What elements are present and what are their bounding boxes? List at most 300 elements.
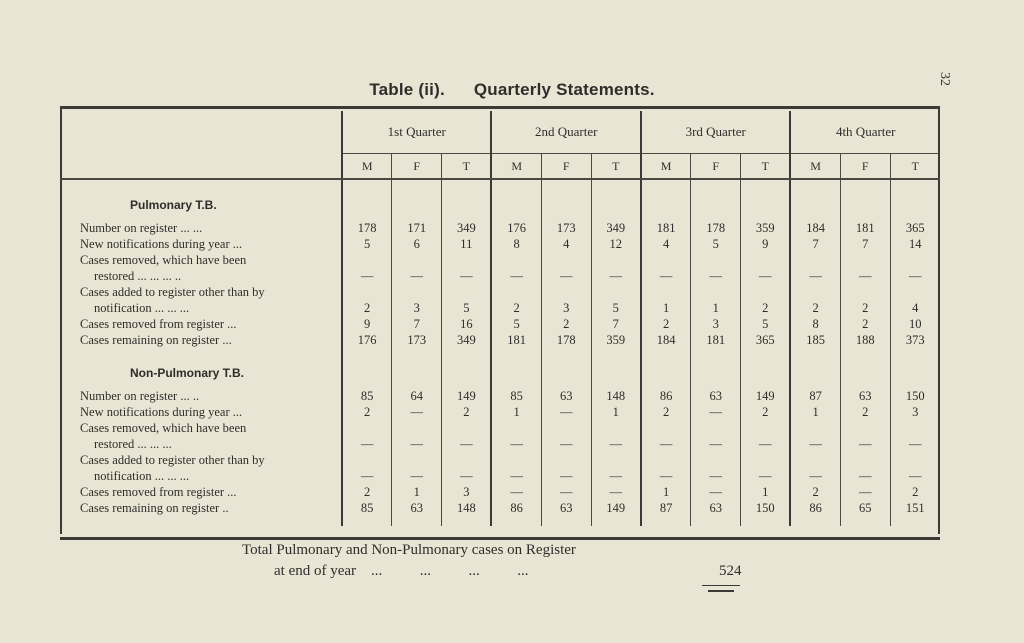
value-cell: — [890,436,940,452]
gap-cell [342,380,392,388]
value-cell: — [392,268,442,284]
value-cell: 5 [442,300,492,316]
value-cell: 149 [591,500,641,516]
sex-header-m: M [491,154,541,180]
spacer-cell [60,179,342,190]
spacer-cell [890,179,940,190]
row-label: New notifications during year ... [80,236,243,251]
value-cell: 3 [541,300,591,316]
value-cell: 149 [442,388,492,404]
sex-header-f: F [392,154,442,180]
value-cell [342,252,392,268]
sex-header-row [60,154,940,180]
section-heading-row [60,190,940,212]
value-cell: — [491,484,541,500]
spacer-cell [641,348,691,358]
value-cell [491,252,541,268]
gap-cell [641,212,691,220]
spacer-cell [591,179,641,190]
value-cell [491,420,541,436]
spacer-cell [890,348,940,358]
row-label: Number on register ... .. [80,388,200,403]
sex-header-t: T [890,154,940,180]
spacer-cell [591,348,641,358]
footer-total-value: 524 [719,563,742,579]
value-cell [641,284,691,300]
bottom-spacer [60,516,940,526]
value-cell [591,252,641,268]
value-cell: 150 [890,388,940,404]
value-cell: — [840,268,890,284]
empty-cell [392,358,442,380]
row-label: notification ... ... ... [94,300,190,315]
value-cell [741,252,791,268]
value-cell: — [790,436,840,452]
gap-cell [840,380,890,388]
table-row [60,404,940,420]
gap-cell [691,380,741,388]
value-cell [342,452,392,468]
empty-cell [591,190,641,212]
sex-header-t: T [591,154,641,180]
gap-cell [691,212,741,220]
spacer-cell [840,516,890,526]
sex-header-f: F [691,154,741,180]
value-cell: 173 [392,332,442,348]
table-row [60,268,940,284]
spacer-cell [442,348,492,358]
gap-cell [890,212,940,220]
spacer-cell [442,516,492,526]
value-cell: 9 [741,236,791,252]
gap-cell [591,212,641,220]
value-cell [691,284,741,300]
spacer-cell [641,179,691,190]
value-cell [442,252,492,268]
value-cell [342,284,392,300]
value-cell: 1 [741,484,791,500]
value-cell [790,252,840,268]
value-cell [790,452,840,468]
empty-cell [342,190,392,212]
value-cell: — [641,436,691,452]
row-label: Cases added to register other than by [80,452,265,467]
value-cell [840,284,890,300]
value-cell [840,420,890,436]
value-cell: — [741,468,791,484]
gap-cell [541,380,591,388]
value-cell: 3 [890,404,940,420]
value-cell: 2 [342,300,392,316]
quarter-header-2: 2nd Quarter [491,111,640,154]
value-cell: — [392,468,442,484]
footer-end-of-year: at end of year ... ... ... ... [274,563,529,579]
table-row [60,316,940,332]
value-cell: — [790,468,840,484]
table-body [60,179,940,526]
value-cell: — [342,268,392,284]
value-cell [342,420,392,436]
spacer-cell [591,516,641,526]
gap-cell [591,380,641,388]
spacer-cell [342,516,392,526]
value-cell: 3 [442,484,492,500]
value-cell: 5 [491,316,541,332]
gap-cell [442,212,492,220]
quarter-header-3: 3rd Quarter [641,111,790,154]
heading-gap-row [60,212,940,220]
spacer-cell [840,179,890,190]
total-double-underline [708,590,734,592]
table-label: Table (ii). [369,80,445,99]
sex-header-t: T [741,154,791,180]
value-cell [442,452,492,468]
value-cell: 2 [741,404,791,420]
section-heading: Non-Pulmonary T.B. [130,366,245,380]
row-label-header [60,111,342,154]
empty-cell [790,358,840,380]
value-cell: 63 [392,500,442,516]
value-cell: 373 [890,332,940,348]
value-cell: — [840,468,890,484]
value-cell: 87 [641,500,691,516]
gap-cell [741,380,791,388]
value-cell: — [691,404,741,420]
quarter-header-1: 1st Quarter [342,111,491,154]
value-cell: 148 [442,500,492,516]
value-cell: — [591,484,641,500]
table-title: Quarterly Statements. [473,80,655,99]
gap-cell [890,380,940,388]
gap-cell [790,380,840,388]
value-cell [691,452,741,468]
empty-cell [741,358,791,380]
table-row [60,300,940,316]
row-label: Cases removed, which have been [80,252,247,267]
value-cell [442,420,492,436]
value-cell: 2 [741,300,791,316]
value-cell: — [840,484,890,500]
heading-gap-row [60,380,940,388]
row-label-subheader [60,154,342,180]
value-cell: 7 [392,316,442,332]
value-cell [541,452,591,468]
value-cell: 365 [741,332,791,348]
value-cell [741,420,791,436]
spacer-cell [491,516,541,526]
spacer-cell [691,516,741,526]
spacer-cell [741,516,791,526]
gap-cell [60,212,342,220]
row-label: Cases removed from register ... [80,484,237,499]
gap-cell [641,380,691,388]
spacer-cell [60,348,342,358]
empty-cell [442,190,492,212]
value-cell: 5 [342,236,392,252]
row-label: Cases removed, which have been [80,420,247,435]
empty-cell [790,190,840,212]
value-cell: 2 [790,300,840,316]
value-cell: — [541,436,591,452]
value-cell: 2 [491,300,541,316]
empty-cell [541,358,591,380]
gap-cell [442,380,492,388]
sex-header-m: M [641,154,691,180]
empty-cell [641,358,691,380]
value-cell: — [691,436,741,452]
spacer-cell [392,348,442,358]
value-cell: — [342,436,392,452]
sex-header-m: M [790,154,840,180]
value-cell [691,252,741,268]
value-cell [641,252,691,268]
value-cell: — [491,268,541,284]
value-cell: — [541,268,591,284]
value-cell: 8 [491,236,541,252]
empty-cell [691,358,741,380]
section-heading: Pulmonary T.B. [130,198,217,212]
section-spacer [60,348,940,358]
value-cell [392,452,442,468]
value-cell: 148 [591,388,641,404]
value-cell: 184 [790,220,840,236]
value-cell [890,420,940,436]
row-label: Number on register ... ... [80,220,203,235]
spacer-cell [342,179,392,190]
spacer-cell [840,348,890,358]
gap-cell [392,212,442,220]
value-cell: 86 [790,500,840,516]
quarterly-statements-table [60,111,940,526]
value-cell: 2 [342,404,392,420]
value-cell: — [442,268,492,284]
row-label: restored ... ... ... .. [94,268,182,283]
value-cell: 7 [840,236,890,252]
empty-cell [541,190,591,212]
table-row [60,420,940,436]
value-cell: 173 [541,220,591,236]
value-cell: — [691,484,741,500]
value-cell: — [741,436,791,452]
value-cell: — [541,484,591,500]
empty-cell [840,358,890,380]
spacer-cell [392,179,442,190]
gap-cell [790,212,840,220]
value-cell [890,252,940,268]
gap-cell [60,380,342,388]
spacer-cell [741,348,791,358]
section-spacer [60,179,940,190]
value-cell: 181 [691,332,741,348]
value-cell [591,420,641,436]
value-cell [442,284,492,300]
value-cell: — [342,468,392,484]
gap-cell [491,380,541,388]
empty-cell [641,190,691,212]
empty-cell [691,190,741,212]
value-cell [491,452,541,468]
spacer-cell [890,516,940,526]
gap-cell [741,212,791,220]
spacer-cell [491,348,541,358]
spacer-cell [541,179,591,190]
value-cell: 2 [641,316,691,332]
row-label: Cases added to register other than by [80,284,265,299]
value-cell: 176 [491,220,541,236]
value-cell: 7 [790,236,840,252]
value-cell: — [442,468,492,484]
gap-cell [342,212,392,220]
spacer-cell [392,516,442,526]
empty-cell [591,358,641,380]
value-cell: 63 [691,500,741,516]
value-cell: 178 [691,220,741,236]
value-cell: — [691,268,741,284]
spacer-cell [790,516,840,526]
value-cell [790,284,840,300]
value-cell: 6 [392,236,442,252]
value-cell [840,452,890,468]
value-cell: 5 [691,236,741,252]
value-cell: 181 [840,220,890,236]
sex-header-m: M [342,154,392,180]
value-cell: 4 [541,236,591,252]
value-cell: 11 [442,236,492,252]
value-cell: 14 [890,236,940,252]
value-cell: 1 [691,300,741,316]
value-cell [641,452,691,468]
gap-cell [840,212,890,220]
value-cell: — [442,436,492,452]
value-cell: 184 [641,332,691,348]
value-cell [541,420,591,436]
value-cell: 10 [890,316,940,332]
value-cell: 176 [342,332,392,348]
value-cell [890,284,940,300]
value-cell: 178 [342,220,392,236]
page-number: 32 [937,72,952,86]
table-row [60,468,940,484]
value-cell [890,452,940,468]
row-label: Cases remaining on register ... [80,332,232,347]
spacer-cell [541,348,591,358]
spacer-cell [442,179,492,190]
value-cell: 7 [591,316,641,332]
value-cell: — [890,468,940,484]
value-cell: — [392,404,442,420]
row-label: Cases removed from register ... [80,316,237,331]
value-cell [741,452,791,468]
value-cell: 64 [392,388,442,404]
value-cell: 188 [840,332,890,348]
value-cell: — [491,436,541,452]
value-cell: 8 [790,316,840,332]
table-row [60,388,940,404]
gap-cell [392,380,442,388]
value-cell: 9 [342,316,392,332]
value-cell [392,252,442,268]
value-cell: — [890,268,940,284]
value-cell: — [591,268,641,284]
value-cell [392,284,442,300]
value-cell: — [392,436,442,452]
value-cell: 2 [641,404,691,420]
gap-cell [541,212,591,220]
table-row [60,220,940,236]
value-cell: 149 [741,388,791,404]
value-cell: 63 [691,388,741,404]
empty-cell [491,358,541,380]
value-cell: — [541,404,591,420]
value-cell: 359 [591,332,641,348]
table-row [60,284,940,300]
value-cell: 2 [840,300,890,316]
section-heading-row [60,358,940,380]
value-cell: 1 [491,404,541,420]
value-cell: 2 [442,404,492,420]
value-cell: — [641,268,691,284]
value-cell: 349 [442,332,492,348]
value-cell: 63 [541,388,591,404]
value-cell: 4 [890,300,940,316]
value-cell: — [591,436,641,452]
value-cell: 86 [491,500,541,516]
empty-cell [890,358,940,380]
spacer-cell [691,179,741,190]
empty-cell [741,190,791,212]
row-label: Cases remaining on register .. [80,500,229,515]
value-cell: 171 [392,220,442,236]
value-cell: 2 [840,404,890,420]
sex-header-f: F [840,154,890,180]
value-cell: 178 [541,332,591,348]
table-row [60,484,940,500]
spacer-cell [641,516,691,526]
spacer-cell [491,179,541,190]
table-row [60,332,940,348]
table-row [60,252,940,268]
row-label: New notifications during year ... [80,404,243,419]
value-cell [691,420,741,436]
quarter-header-4: 4th Quarter [790,111,940,154]
table-row [60,500,940,516]
value-cell: 65 [840,500,890,516]
value-cell [591,452,641,468]
empty-cell [840,190,890,212]
value-cell: 181 [641,220,691,236]
total-underline [702,585,740,586]
sex-header-t: T [442,154,492,180]
table-row [60,436,940,452]
spacer-cell [741,179,791,190]
value-cell [641,420,691,436]
value-cell: 2 [840,316,890,332]
value-cell: 365 [890,220,940,236]
spacer-cell [60,516,342,526]
value-cell: 1 [641,300,691,316]
value-cell [591,284,641,300]
spacer-cell [541,516,591,526]
value-cell: 5 [591,300,641,316]
value-cell: 1 [591,404,641,420]
empty-cell [491,190,541,212]
value-cell [392,420,442,436]
value-cell: 3 [392,300,442,316]
spacer-cell [342,348,392,358]
value-cell: — [641,468,691,484]
footer-total-line [274,563,742,580]
value-cell [541,252,591,268]
